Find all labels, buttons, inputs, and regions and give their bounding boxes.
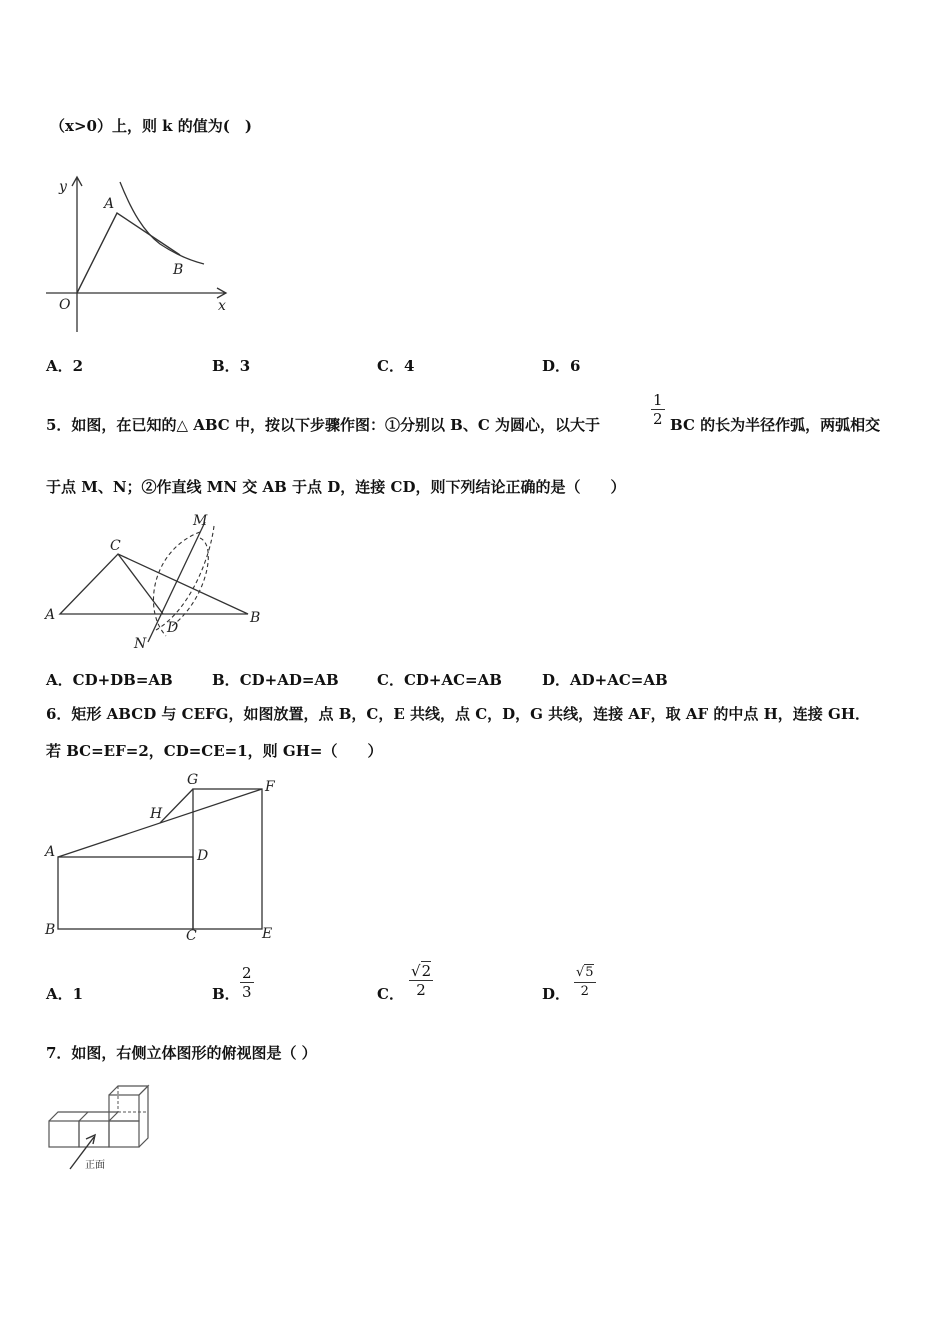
q5-label-n: N bbox=[134, 636, 147, 652]
q6-stem-line1: 6．矩形 ABCD 与 CEFG，如图放置，点 B，C，E 共线，点 C，D，G 共线，连接 AF，取 AF 的中点 H，连接 GH． bbox=[46, 705, 871, 723]
q5-label-b: B bbox=[250, 610, 261, 626]
q4-option-a-letter: A． bbox=[46, 357, 73, 375]
q6-option-a-letter: A． bbox=[46, 985, 73, 1003]
q5-option-b-letter: B． bbox=[212, 671, 240, 689]
q7-front-label: 正面 bbox=[85, 1160, 105, 1171]
q5-stem-line1-before: 5．如图，在已知的△ ABC 中，按以下步骤作图：①分别以 B、C 为圆心，以大于 bbox=[46, 416, 601, 434]
q6-option-d-num bbox=[574, 964, 596, 982]
q6-label-e: E bbox=[262, 926, 273, 942]
q6-option-d-fraction[interactable] bbox=[574, 964, 596, 1001]
q5-option-a[interactable] bbox=[46, 670, 173, 690]
q5-option-b-text: CD+AD=AB bbox=[239, 671, 339, 689]
q4-option-c-text: 4 bbox=[403, 357, 415, 375]
q6-option-c-den: 2 bbox=[416, 981, 426, 999]
q5-fraction-half bbox=[651, 391, 665, 428]
q5-label-d: D bbox=[167, 620, 179, 636]
q5-option-d-text: AD+AC=AB bbox=[570, 671, 668, 689]
q6-label-d: D bbox=[197, 848, 209, 864]
q4-label-x: x bbox=[218, 298, 226, 314]
q6-option-b-den: 3 bbox=[242, 983, 252, 1001]
q4-option-b-text: 3 bbox=[239, 357, 251, 375]
q6-rect-abcd bbox=[58, 857, 193, 929]
q5-stem-line1-after: BC 的长为半径作弧，两弧相交 bbox=[670, 416, 881, 434]
q5-fraction-num: 1 bbox=[653, 391, 663, 409]
q6-stem-line2: 若 BC=EF=2，CD=CE=1，则 GH=（ ） bbox=[46, 742, 383, 760]
q5-option-d-letter: D． bbox=[542, 671, 571, 689]
q6-option-d-den: 2 bbox=[580, 984, 589, 999]
q4-figure bbox=[40, 172, 240, 342]
q4-triangle-oab bbox=[77, 213, 180, 293]
q6-option-d[interactable] bbox=[542, 984, 570, 1004]
q5-option-c[interactable] bbox=[377, 670, 502, 690]
q4-option-d-letter: D． bbox=[542, 357, 571, 375]
q4-option-a-text: 2 bbox=[72, 357, 84, 375]
q6-figure bbox=[40, 770, 290, 945]
q5-segment-cd bbox=[118, 554, 163, 614]
q4-label-a: A bbox=[104, 196, 115, 212]
q4-option-b-letter: B． bbox=[212, 357, 240, 375]
q5-option-d[interactable] bbox=[542, 670, 668, 690]
q6-option-c[interactable] bbox=[377, 984, 404, 1004]
q5-option-c-text: CD+AC=AB bbox=[403, 671, 502, 689]
q4-label-b: B bbox=[173, 262, 184, 278]
q5-figure bbox=[40, 510, 270, 650]
q5-label-a: A bbox=[45, 607, 56, 623]
q4-stem-tail: （x>0）上，则 k 的值为( ) bbox=[50, 117, 252, 135]
q7-cube-upper-top bbox=[109, 1086, 148, 1095]
q5-stem-line2: 于点 M、N；②作直线 MN 交 AB 于点 D，连接 CD，则下列结论正确的是（ ） bbox=[46, 478, 626, 496]
q6-option-d-radicand: 5 bbox=[585, 965, 594, 980]
q6-option-c-radicand: 2 bbox=[421, 962, 432, 980]
q6-option-b[interactable] bbox=[212, 984, 240, 1004]
q7-stem: 7．如图，右侧立体图形的俯视图是（ ） bbox=[46, 1044, 317, 1062]
q6-option-c-fraction[interactable] bbox=[409, 962, 433, 999]
q5-option-c-letter: C． bbox=[377, 671, 404, 689]
q4-option-b[interactable] bbox=[212, 356, 250, 376]
q5-label-c: C bbox=[110, 538, 121, 554]
q6-label-c: C bbox=[186, 928, 197, 944]
q6-option-b-letter: B． bbox=[212, 985, 240, 1003]
q4-option-c[interactable] bbox=[377, 356, 414, 376]
q6-label-g: G bbox=[187, 772, 199, 788]
q7-figure bbox=[44, 1077, 174, 1177]
q6-option-c-letter: C． bbox=[377, 985, 404, 1003]
q5-fraction-den: 2 bbox=[653, 410, 663, 428]
q6-label-b: B bbox=[45, 922, 56, 938]
q5-option-a-letter: A． bbox=[46, 671, 73, 689]
q4-option-a[interactable] bbox=[46, 356, 83, 376]
sqrt-icon: √ bbox=[411, 962, 421, 980]
q6-option-d-letter: D． bbox=[542, 985, 571, 1003]
q7-cube-front-1 bbox=[49, 1121, 79, 1147]
q5-option-a-text: CD+DB=AB bbox=[72, 671, 173, 689]
q5-option-b[interactable] bbox=[212, 670, 339, 690]
q4-option-d[interactable] bbox=[542, 356, 580, 376]
q6-option-c-num bbox=[409, 962, 433, 980]
sqrt-icon: √ bbox=[576, 965, 585, 980]
q6-label-f: F bbox=[265, 779, 275, 795]
q6-option-a[interactable] bbox=[46, 984, 83, 1004]
q5-label-m: M bbox=[193, 513, 208, 529]
q6-option-b-fraction[interactable] bbox=[240, 964, 254, 1001]
q4-option-c-letter: C． bbox=[377, 357, 404, 375]
q6-label-a: A bbox=[45, 844, 56, 860]
q6-option-b-num: 2 bbox=[242, 964, 252, 982]
q7-cube-upper-side bbox=[139, 1086, 148, 1147]
q4-option-d-text: 6 bbox=[570, 357, 581, 375]
q4-label-y: y bbox=[59, 179, 67, 195]
q7-cube-front-2 bbox=[79, 1121, 109, 1147]
q7-top-face-divider bbox=[79, 1112, 88, 1121]
q6-option-a-text: 1 bbox=[72, 985, 84, 1003]
q7-cube-front-3 bbox=[109, 1121, 139, 1147]
q6-label-h: H bbox=[150, 806, 163, 822]
q4-label-o: O bbox=[59, 297, 71, 313]
